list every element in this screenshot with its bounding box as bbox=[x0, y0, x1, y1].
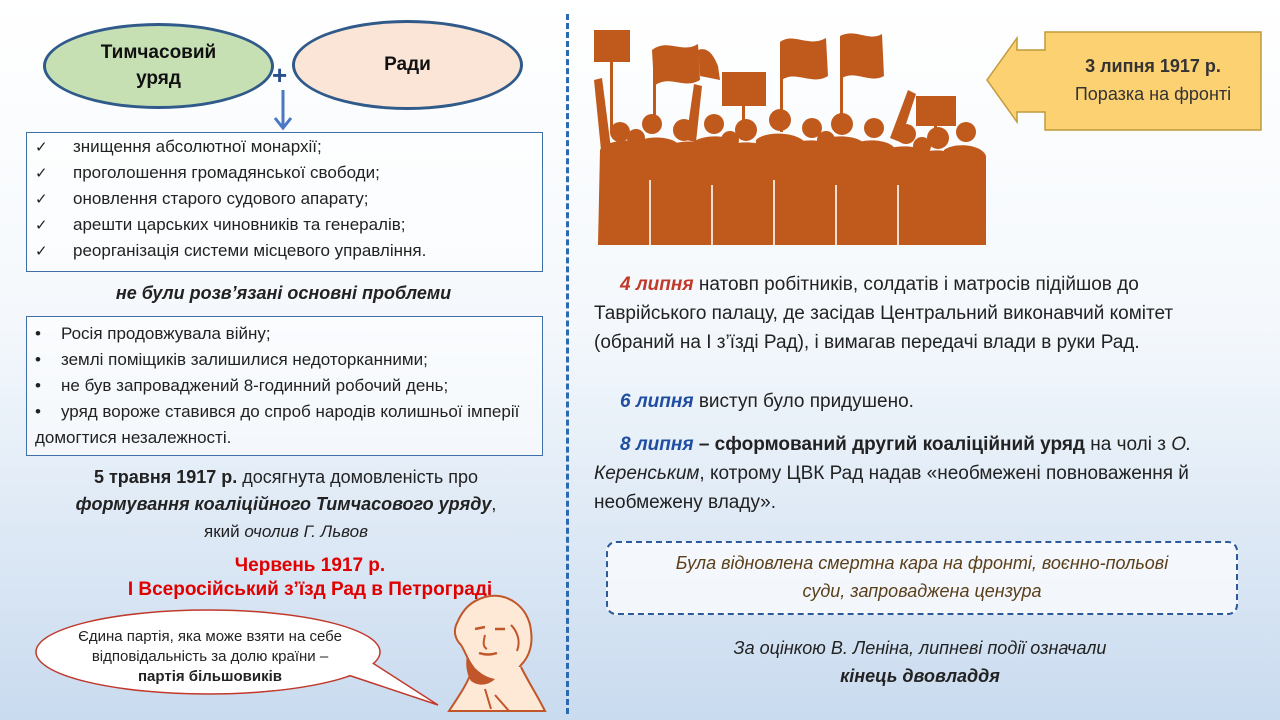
repressions-line2: суди, запроваджена цензура bbox=[802, 581, 1042, 601]
plus-sign: + bbox=[272, 60, 288, 90]
problem-text: Росія продовжувала війну; bbox=[61, 324, 271, 343]
repressions-line1: Була відновлена смертна кара на фронті, воєнно-польові bbox=[675, 553, 1169, 573]
bubble-text bbox=[40, 627, 380, 687]
achievement-text: реорганізація системи місцевого управління. bbox=[73, 241, 427, 260]
problem-text: не був запроваджений 8-годинний робочий день; bbox=[61, 376, 449, 395]
achievement-item bbox=[35, 137, 542, 163]
may5-date: 5 травня 1917 р. bbox=[93, 467, 238, 487]
unsolved-heading: не були розв’язані основні проблеми bbox=[115, 283, 452, 303]
achievement-text: знищення абсолютної монархії; bbox=[73, 137, 322, 156]
lenin-assessment bbox=[600, 634, 1240, 690]
callout-event: Поразка на фронті bbox=[1074, 84, 1232, 104]
checkmark-icon: ✓ bbox=[35, 165, 48, 182]
achievement-text: проголошення громадянської свободи; bbox=[73, 163, 380, 182]
achievement-text: оновлення старого судового апарату; bbox=[73, 189, 369, 208]
checkmark-icon: ✓ bbox=[35, 139, 48, 156]
provisional-government-oval bbox=[43, 23, 274, 109]
lenin-line1: За оцінкою В. Леніна, липневі події означали bbox=[733, 638, 1107, 658]
oval-gov-line2: уряд bbox=[136, 68, 181, 89]
lenin-line2: кінець двовладдя bbox=[840, 666, 1000, 686]
bullet-icon: • bbox=[35, 376, 41, 395]
problem-text: землі поміщиків залишилися недоторканними; bbox=[61, 350, 428, 369]
july6-date: 6 липня bbox=[620, 391, 694, 412]
achievement-item bbox=[35, 215, 542, 241]
july4-paragraph bbox=[594, 270, 1230, 357]
down-arrow-icon bbox=[272, 88, 294, 132]
may5-text2: , bbox=[491, 494, 497, 514]
bullet-icon: • bbox=[35, 324, 41, 343]
repressions-box bbox=[606, 541, 1238, 615]
oval-rady-label: Ради bbox=[384, 54, 431, 75]
bullet-icon: • bbox=[35, 350, 41, 369]
bullet-icon: • bbox=[35, 402, 41, 421]
problem-item bbox=[35, 321, 534, 347]
protest-crowd-illustration bbox=[590, 20, 990, 245]
problem-item bbox=[35, 373, 534, 399]
checkmark-icon: ✓ bbox=[35, 217, 48, 234]
checkmark-icon: ✓ bbox=[35, 243, 48, 260]
bubble-bold: партія більшовиків bbox=[138, 668, 282, 685]
problem-item bbox=[35, 347, 534, 373]
achievement-item bbox=[35, 163, 542, 189]
may5-text1: досягнута домовленість про bbox=[237, 467, 479, 487]
callout-date: 3 липня 1917 р. bbox=[1085, 56, 1221, 76]
bubble-line2: відповідальність за долю країни – bbox=[91, 648, 329, 665]
july8-dash: – bbox=[693, 434, 715, 455]
achievement-item bbox=[35, 241, 542, 267]
checkmark-icon: ✓ bbox=[35, 191, 48, 208]
july6-text: виступ було придушено. bbox=[693, 391, 914, 412]
achievement-text: арешти царських чиновників та генералів; bbox=[73, 215, 406, 234]
vertical-divider bbox=[566, 14, 569, 714]
may5-bold-italic: формування коаліційного Тимчасового уряду bbox=[75, 494, 492, 514]
achievements-box bbox=[26, 132, 543, 272]
july8-italic: О. Керенським bbox=[594, 434, 1192, 484]
july8-date: 8 липня bbox=[620, 434, 694, 455]
june-line2: І Всеросійський з’їзд Рад в Петрограді bbox=[127, 579, 493, 600]
july8-text1: на чолі з bbox=[1085, 434, 1172, 455]
july6-paragraph bbox=[594, 387, 1230, 416]
july8-bold: сформований другий коаліційний уряд bbox=[714, 434, 1085, 455]
june-line1: Червень 1917 р. bbox=[234, 555, 386, 576]
july4-date: 4 липня bbox=[620, 274, 694, 295]
lenin-portrait bbox=[425, 585, 555, 715]
bubble-line1: Єдина партія, яка може взяти на себе bbox=[78, 628, 342, 645]
problem-text: уряд вороже ставився до спроб народів колишньої імперії домогтися незалежності. bbox=[35, 402, 520, 447]
may5-text3: який bbox=[204, 522, 245, 541]
callout-text bbox=[1045, 52, 1261, 108]
problems-box bbox=[26, 316, 543, 456]
may5-italic: очолив Г. Львов bbox=[244, 522, 368, 541]
july8-text2: , котрому ЦВК Рад надав «необмежені повноваження й необмежену владу». bbox=[594, 463, 1189, 513]
may5-paragraph bbox=[26, 464, 546, 545]
july4-text: натовп робітників, солдатів і матросів підійшов до Таврійського палацу, де засідав Центральний виконавчий комітет (обраний на І з’їзді Рад), і вимагав передачі влади в руки Рад. bbox=[594, 274, 1174, 353]
achievement-item bbox=[35, 189, 542, 215]
problem-item bbox=[35, 399, 534, 451]
soviets-oval bbox=[292, 20, 523, 110]
oval-gov-line1: Тимчасовий bbox=[100, 42, 217, 63]
july8-paragraph bbox=[594, 430, 1230, 517]
